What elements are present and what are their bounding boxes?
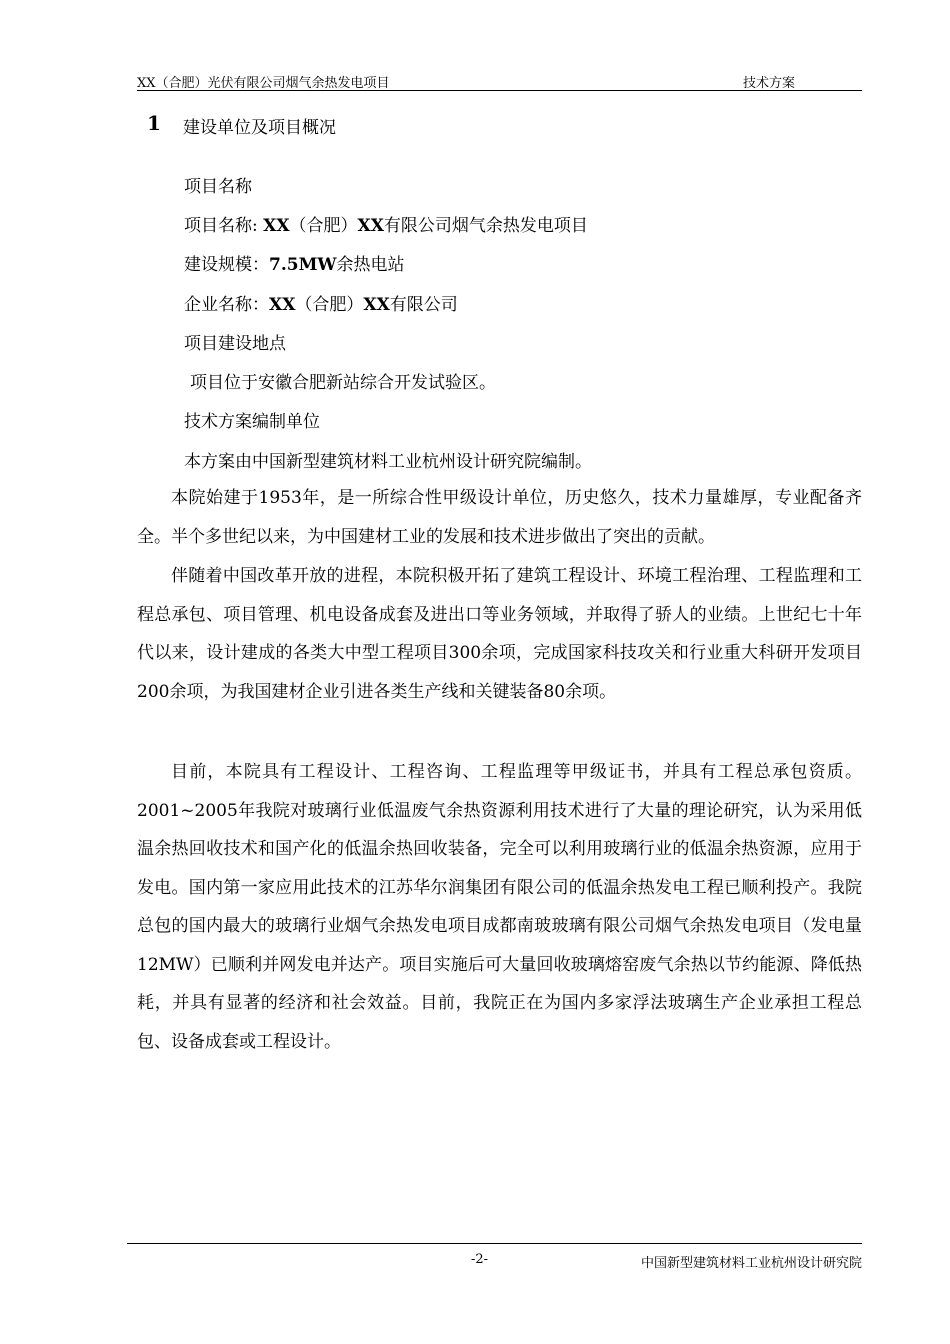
paragraph-history: 本院始建于1953年，是一所综合性甲级设计单位，历史悠久，技术力量雄厚，专业配备齐全。半个多世纪以来，为中国建材工业的发展和技术进步做出了突出的贡献。	[137, 488, 862, 547]
page-header	[137, 70, 862, 91]
page-number: -2-	[471, 1252, 489, 1267]
page-footer	[127, 1243, 862, 1274]
site-heading: 项目建设地点	[184, 334, 286, 354]
scale-value-bold: 7.5MW	[269, 255, 337, 275]
project-name-heading: 项目名称	[184, 177, 252, 197]
company-line	[184, 290, 458, 315]
footer-organization: 中国新型建筑材料工业杭州设计研究院	[640, 1256, 862, 1271]
project-name-mid: （合肥）	[289, 216, 358, 236]
paragraph-business: 伴随着中国改革开放的进程，本院积极开拓了建筑工程设计、环境工程治理、工程监理和工程总承包、项目管理、机电设备成套及进出口等业务领域，并取得了骄人的业绩。上世纪七十年代以来，设计建成的各类大中型工程项目300余项，完成国家科技攻关和行业重大科研开发项目200余项，为我国建材企业引进各类生产线和关键装备80余项。	[137, 566, 862, 702]
project-name-bold-2: XX	[357, 216, 384, 236]
scale-value-rest: 余热电站	[336, 255, 405, 275]
company-rest: 有限公司	[389, 295, 458, 315]
company-bold-2: XX	[363, 295, 390, 315]
section-heading	[147, 111, 336, 138]
header-project-title: XX（合肥）光伏有限公司烟气余热发电项目	[137, 76, 390, 91]
company-mid: （合肥）	[295, 295, 364, 315]
author-value: 本方案由中国新型建筑材料工业杭州设计研究院编制。	[184, 452, 592, 472]
header-doc-type: 技术方案	[743, 76, 796, 91]
project-name-rest: 有限公司烟气余热发电项目	[383, 216, 588, 236]
project-name-label: 项目名称:	[184, 216, 264, 236]
paragraph-qualification: 目前，本院具有工程设计、工程咨询、工程监理等甲级证书，并具有工程总承包资质。2001~2005年我院对玻璃行业低温废气余热资源利用技术进行了大量的理论研究，认为采用低温余热回收技术和国产化的低温余热回收装备，完全可以利用玻璃行业的低温余热资源，应用于发电。国内第一家应用此技术的江苏华尔润集团有限公司的低温余热发电工程已顺利投产。我院总包的国内最大的玻璃行业烟气余热发电项目成都南玻玻璃有限公司烟气余热发电项目（发电量12MW）已顺利并网发电并达产。项目实施后可大量回收玻璃熔窑废气余热以节约能源、降低热耗，并具有显著的经济和社会效益。目前，我院正在为国内多家浮法玻璃生产企业承担工程总包、设备成套或工程设计。	[137, 762, 862, 1052]
section-number: 1	[147, 111, 161, 135]
project-name-bold-1: XX	[263, 216, 290, 236]
site-value: 项目位于安徽合肥新站综合开发试验区。	[190, 373, 496, 393]
author-heading: 技术方案编制单位	[184, 412, 320, 432]
scale-label: 建设规模：	[184, 255, 269, 275]
company-bold-1: XX	[269, 295, 296, 315]
company-label: 企业名称：	[184, 295, 269, 315]
scale-line	[184, 250, 405, 275]
project-name-line	[184, 211, 588, 236]
section-title: 建设单位及项目概况	[183, 118, 336, 138]
